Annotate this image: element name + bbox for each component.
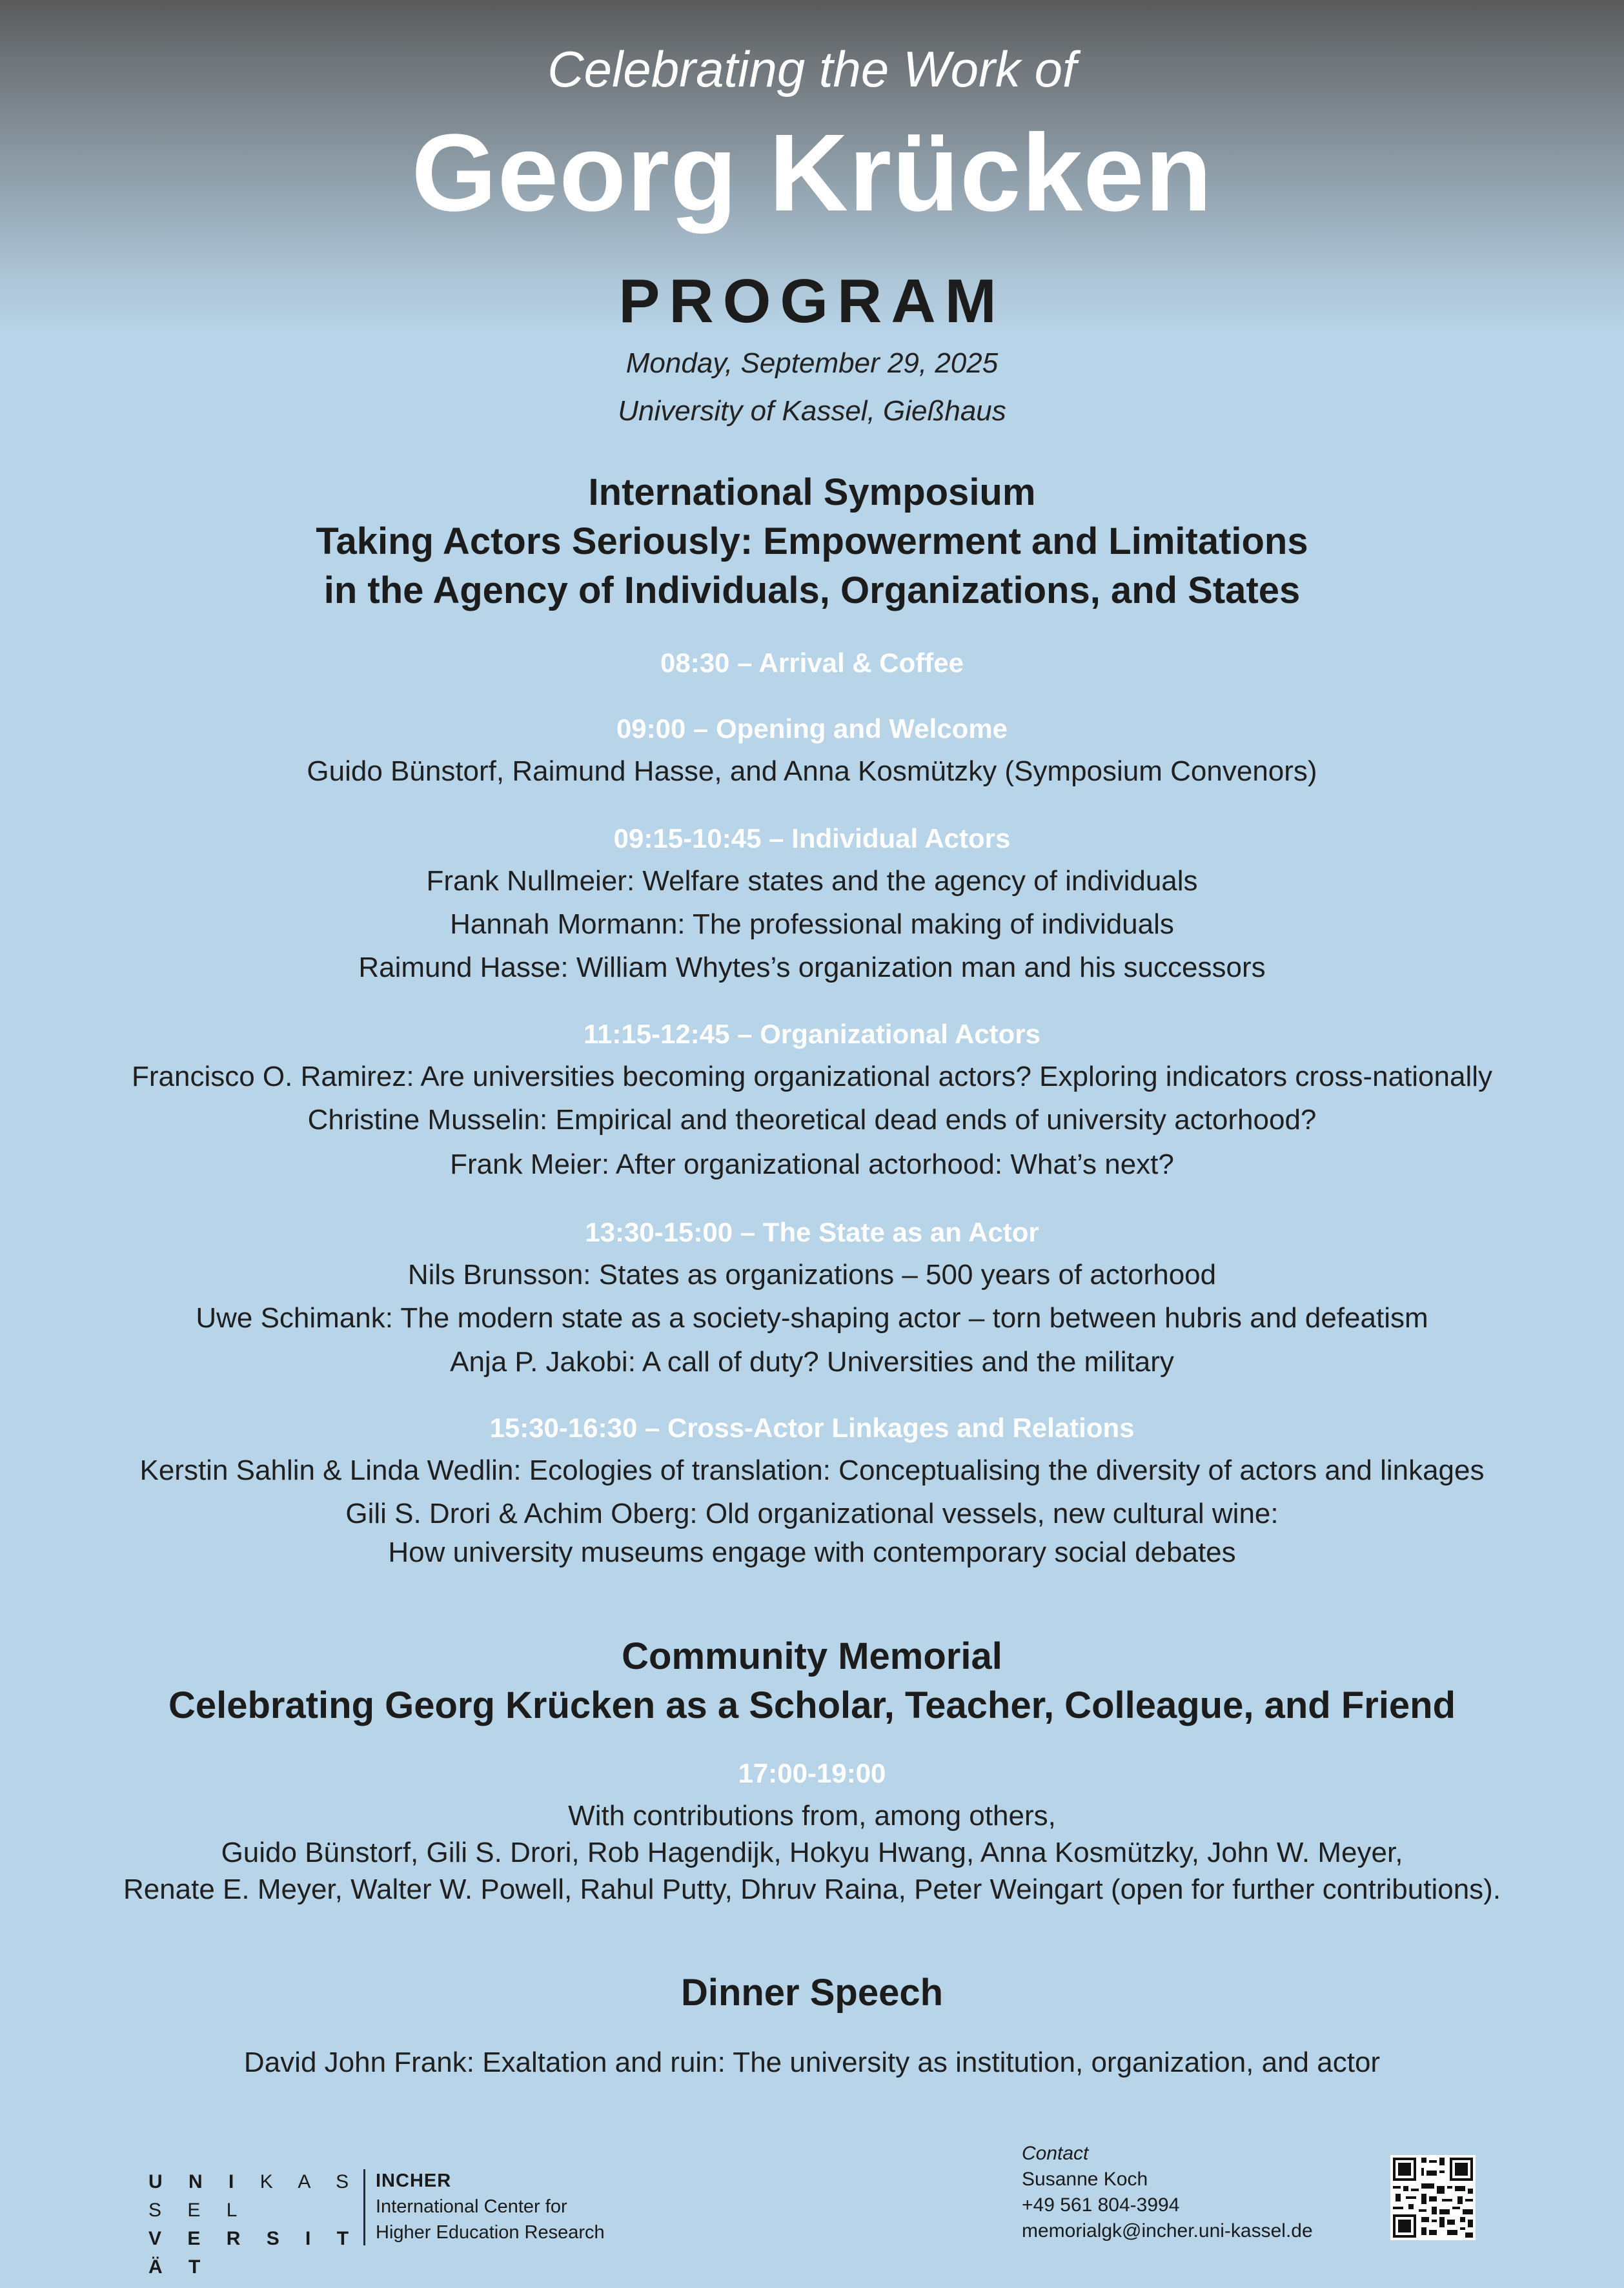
- symposium-title-line2: in the Agency of Individuals, Organizations, and States: [323, 569, 1301, 611]
- talk-line: Uwe Schimank: The modern state as a society-shaping actor – torn between hubris and defeatism: [196, 1302, 1428, 1334]
- qr-code-icon[interactable]: [1390, 2155, 1476, 2240]
- talk-line: Kerstin Sahlin & Linda Wedlin: Ecologies of translation: Conceptualising the diversity of actors and linkages: [139, 1455, 1485, 1486]
- honoree-name: Georg Krücken: [411, 112, 1213, 234]
- session-slot: 11:15-12:45 – Organizational Actors: [583, 1019, 1041, 1049]
- university-logo: [148, 2168, 368, 2284]
- session-slot: 15:30-16:30 – Cross-Actor Linkages and Relations: [489, 1413, 1135, 1443]
- incher-logo: [376, 2168, 673, 2284]
- memorial-line: Renate E. Meyer, Walter W. Powell, Rahul Putty, Dhruv Raina, Peter Weingart (open for further contributions).: [123, 1874, 1501, 1905]
- incher-line1: International Center for: [376, 2196, 567, 2217]
- session-slot: 13:30-15:00 – The State as an Actor: [585, 1217, 1039, 1247]
- incher-line2: Higher Education Research: [376, 2222, 605, 2243]
- talk-line: Nils Brunsson: States as organizations – 500 years of actorhood: [407, 1259, 1217, 1291]
- session-slot: 08:30 – Arrival & Coffee: [660, 648, 964, 678]
- session-slot: 09:00 – Opening and Welcome: [616, 713, 1008, 744]
- contact-name: Susanne Koch: [1022, 2169, 1148, 2190]
- contact-block: [1022, 2141, 1383, 2257]
- contact-email[interactable]: memorialgk@incher.uni-kassel.de: [1022, 2220, 1313, 2242]
- talk-line: Guido Bünstorf, Raimund Hasse, and Anna Kosmützky (Symposium Convenors): [307, 755, 1317, 787]
- session-slot: 09:15-10:45 – Individual Actors: [613, 823, 1011, 853]
- talk-line: Frank Meier: After organizational actorhood: What’s next?: [450, 1149, 1174, 1180]
- logo-versitaet-text: V E R S I T Ä T: [148, 2228, 360, 2278]
- talk-line: Frank Nullmeier: Welfare states and the agency of individuals: [426, 865, 1198, 897]
- memorial-line: With contributions from, among others,: [568, 1800, 1056, 1832]
- talk-line: Francisco O. Ramirez: Are universities becoming organizational actors? Exploring indicators cross-nationally: [131, 1061, 1493, 1092]
- symposium-heading: International Symposium: [588, 471, 1036, 513]
- memorial-subtitle: Celebrating Georg Krücken as a Scholar, Teacher, Colleague, and Friend: [168, 1684, 1456, 1726]
- logo-uni-text: U N I: [148, 2171, 245, 2192]
- memorial-line: Guido Bünstorf, Gili S. Drori, Rob Hagendijk, Hokyu Hwang, Anna Kosmützky, John W. Meyer,: [221, 1837, 1403, 1868]
- talk-line: How university museums engage with contemporary social debates: [388, 1537, 1236, 1568]
- memorial-slot: 17:00-19:00: [738, 1758, 886, 1788]
- dinner-talk: David John Frank: Exaltation and ruin: The university as institution, organization, and actor: [243, 2047, 1381, 2078]
- talk-line: Hannah Mormann: The professional making of individuals: [450, 908, 1174, 940]
- talk-line: Anja P. Jakobi: A call of duty? Universities and the military: [450, 1346, 1174, 1378]
- logo-kassel-text: K A S S E L: [148, 2171, 360, 2221]
- memorial-heading: Community Memorial: [622, 1635, 1002, 1677]
- contact-label: Contact: [1022, 2143, 1089, 2164]
- talk-line: Gili S. Drori & Achim Oberg: Old organizational vessels, new cultural wine:: [345, 1498, 1279, 1529]
- dinner-heading: Dinner Speech: [680, 1972, 944, 2014]
- talk-line: Raimund Hasse: William Whytes’s organization man and his successors: [358, 952, 1266, 983]
- incher-name: INCHER: [376, 2171, 452, 2191]
- event-venue: University of Kassel, Gießhaus: [618, 395, 1006, 427]
- event-date: Monday, September 29, 2025: [625, 347, 999, 379]
- contact-phone: +49 561 804-3994: [1022, 2194, 1180, 2216]
- program-label: PROGRAM: [618, 267, 1006, 336]
- tagline: Celebrating the Work of: [547, 41, 1077, 97]
- symposium-title-line1: Taking Actors Seriously: Empowerment and Limitations: [316, 520, 1308, 562]
- logo-divider: [363, 2169, 365, 2245]
- talk-line: Christine Musselin: Empirical and theoretical dead ends of university actorhood?: [307, 1104, 1317, 1136]
